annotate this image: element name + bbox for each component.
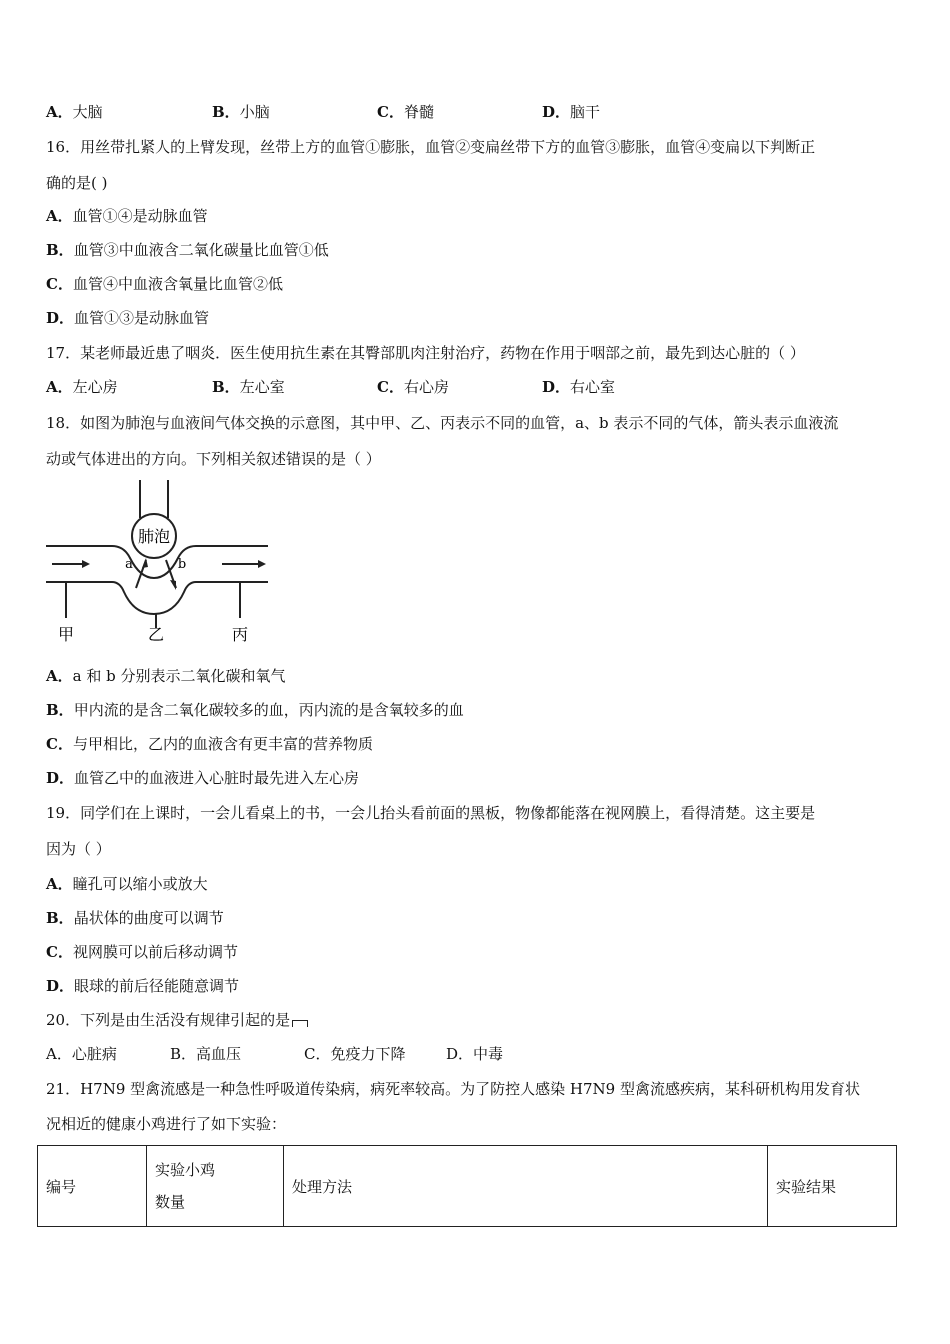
q16-stem-line1: 16．用丝带扎紧人的上臂发现，丝带上方的血管①膨胀，血管②变扁丝带下方的血管③膨胀，血管④变扁以下判断正 [46, 138, 816, 156]
answer-blank [292, 1020, 308, 1027]
q18-stem-line2: 动或气体进出的方向。下列相关叙述错误的是（ ） [46, 450, 381, 468]
q20-option-a: A．心脏病 [46, 1045, 117, 1063]
header-treatment: 处理方法 [284, 1146, 768, 1227]
header-id: 编号 [38, 1146, 147, 1227]
q21-stem-line1: 21．H7N9 型禽流感是一种急性呼吸道传染病，病死率较高。为了防控人感染 H7N9 型禽流感疾病，某科研机构用发育状 [46, 1080, 860, 1098]
q18-stem-line1: 18．如图为肺泡与血液间气体交换的示意图，其中甲、乙、丙表示不同的血管，a、b 表示不同的气体，箭头表示血液流 [46, 414, 839, 432]
header-result: 实验结果 [768, 1146, 897, 1227]
label-alveolus: 肺泡 [137, 527, 171, 546]
table-header-row [38, 1146, 897, 1227]
q17-option-d: D．右心室 [542, 378, 616, 396]
alveolus-gas-exchange-diagram [40, 478, 280, 648]
q19-stem-line1: 19．同学们在上课时，一会儿看桌上的书，一会儿抬头看前面的黑板，物像都能落在视网膜上，看得清楚。这主要是 [46, 804, 816, 822]
q15-option-d: D．脑干 [542, 103, 601, 121]
q21-stem-line2: 况相近的健康小鸡进行了如下实验： [46, 1115, 287, 1133]
label-gas-b: b [177, 557, 187, 572]
q15-option-b: B．小脑 [212, 103, 270, 121]
q20-option-d: D．中毒 [446, 1045, 504, 1063]
q16-option-c: C．血管④中血液含氧量比血管②低 [46, 275, 283, 293]
q17-option-b: B．左心室 [212, 378, 285, 396]
q19-option-b: B．晶状体的曲度可以调节 [46, 909, 224, 927]
q19-option-a: A．瞳孔可以缩小或放大 [46, 875, 208, 893]
experiment-table [37, 1145, 897, 1227]
q18-option-a: A．a 和 b 分别表示二氧化碳和氧气 [46, 667, 286, 685]
q16-option-b: B．血管③中血液含二氧化碳量比血管①低 [46, 241, 329, 259]
q16-stem-line2: 确的是( ) [46, 174, 108, 192]
label-vessel-jia: 甲 [57, 625, 75, 644]
q20-stem: 20．下列是由生活没有规律引起的是 [46, 1010, 308, 1030]
q19-option-d: D．眼球的前后径能随意调节 [46, 977, 240, 995]
q16-option-d: D．血管①③是动脉血管 [46, 309, 210, 327]
q16-option-a: A．血管①④是动脉血管 [46, 207, 208, 225]
q20-option-c: C．免疫力下降 [304, 1045, 406, 1063]
q15-option-a: A．大脑 [46, 103, 103, 121]
q17-option-c: C．右心房 [377, 378, 449, 396]
q20-option-b: B．高血压 [170, 1045, 242, 1063]
q19-stem-line2: 因为（ ） [46, 840, 111, 858]
q18-option-b: B．甲内流的是含二氧化碳较多的血，丙内流的是含氧较多的血 [46, 701, 464, 719]
q17-stem: 17．某老师最近患了咽炎．医生使用抗生素在其臀部肌肉注射治疗，药物在作用于咽部之前，最先到达心脏的（ ） [46, 344, 805, 362]
q18-option-c: C．与甲相比，乙内的血液含有更丰富的营养物质 [46, 735, 373, 753]
header-chick-count: 实验小鸡 数量 [147, 1146, 284, 1227]
q18-option-d: D．血管乙中的血液进入心脏时最先进入左心房 [46, 769, 360, 787]
q15-option-c: C．脊髓 [377, 103, 434, 121]
q17-option-a: A．左心房 [46, 378, 118, 396]
label-vessel-yi: 乙 [147, 625, 165, 644]
label-gas-a: a [125, 557, 133, 572]
q19-option-c: C．视网膜可以前后移动调节 [46, 943, 238, 961]
label-vessel-bing: 丙 [231, 625, 249, 644]
